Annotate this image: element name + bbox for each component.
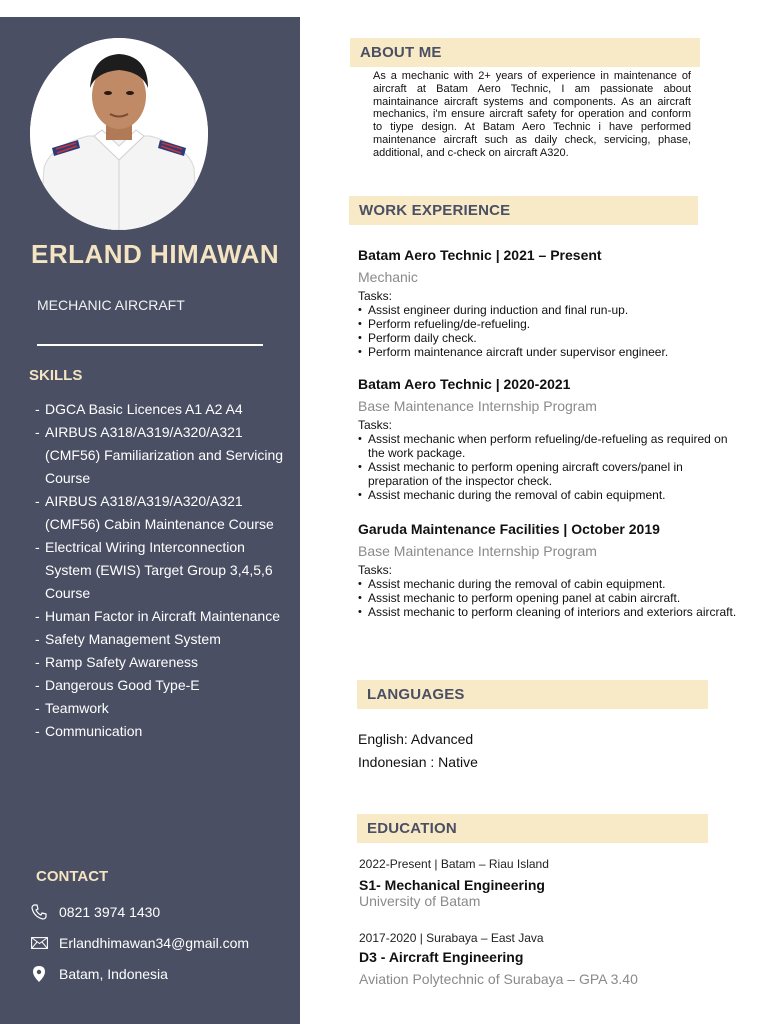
task-item: • Assist mechanic when perform refueling/de-refueling as required on the work package. bbox=[358, 432, 743, 460]
task-item: • Perform daily check. bbox=[358, 331, 743, 345]
email-address[interactable]: Erlandhimawan34@gmail.com bbox=[59, 935, 250, 951]
skill-item: - Ramp Safety Awareness bbox=[35, 651, 285, 674]
sidebar-divider bbox=[37, 344, 263, 346]
job-title: Batam Aero Technic | 2020-2021 bbox=[358, 376, 571, 392]
contact-heading: CONTACT bbox=[36, 868, 109, 885]
skill-item: - AIRBUS A318/A319/A320/A321 (CMF56) Familiarization and Servicing Course bbox=[35, 421, 285, 490]
education-period: 2017-2020 | Surabaya – East Java bbox=[359, 931, 544, 945]
task-item: • Perform refueling/de-refueling. bbox=[358, 317, 743, 331]
task-item: • Assist mechanic during the removal of cabin equipment. bbox=[358, 488, 743, 502]
tasks-label: Tasks: bbox=[358, 418, 393, 432]
language-item: Indonesian : Native bbox=[358, 754, 478, 770]
task-item: • Assist mechanic to perform opening aircraft covers/panel in preparation of the inspector check. bbox=[358, 460, 743, 488]
languages-heading: LANGUAGES bbox=[357, 680, 708, 709]
education-degree: S1- Mechanical Engineering bbox=[359, 877, 545, 893]
education-period: 2022-Present | Batam – Riau Island bbox=[359, 857, 549, 871]
tasks-label: Tasks: bbox=[358, 563, 393, 577]
mail-icon bbox=[30, 935, 48, 951]
task-item: • Assist mechanic to perform cleaning of interiors and exteriors aircraft. bbox=[358, 605, 743, 619]
task-list bbox=[358, 577, 743, 619]
education-degree: D3 - Aircraft Engineering bbox=[359, 949, 524, 965]
skill-item: - AIRBUS A318/A319/A320/A321 (CMF56) Cabin Maintenance Course bbox=[35, 490, 285, 536]
skills-list bbox=[35, 398, 285, 743]
task-item: • Assist mechanic during the removal of cabin equipment. bbox=[358, 577, 743, 591]
skill-item: - DGCA Basic Licences A1 A2 A4 bbox=[35, 398, 285, 421]
education-school: Aviation Polytechnic of Surabaya – GPA 3.40 bbox=[359, 971, 638, 987]
work-heading: WORK EXPERIENCE bbox=[349, 196, 698, 225]
job-role: Base Maintenance Internship Program bbox=[358, 543, 597, 559]
skill-item: - Teamwork bbox=[35, 697, 285, 720]
skill-item: - Safety Management System bbox=[35, 628, 285, 651]
location-pin-icon bbox=[30, 966, 48, 982]
candidate-title: MECHANIC AIRCRAFT bbox=[37, 297, 185, 313]
about-heading: ABOUT ME bbox=[350, 38, 700, 67]
contact-location bbox=[30, 966, 168, 982]
profile-photo bbox=[30, 38, 208, 230]
task-item: • Assist mechanic to perform opening panel at cabin aircraft. bbox=[358, 591, 743, 605]
phone-number: 0821 3974 1430 bbox=[59, 904, 161, 920]
contact-phone bbox=[30, 904, 160, 920]
job-role: Base Maintenance Internship Program bbox=[358, 398, 597, 414]
tasks-label: Tasks: bbox=[358, 289, 393, 303]
task-item: • Assist engineer during induction and final run-up. bbox=[358, 303, 743, 317]
phone-icon bbox=[30, 904, 48, 920]
location-text: Batam, Indonesia bbox=[59, 966, 168, 982]
skills-heading: SKILLS bbox=[29, 367, 83, 384]
job-title: Batam Aero Technic | 2021 – Present bbox=[358, 247, 602, 263]
job-role: Mechanic bbox=[358, 269, 418, 285]
task-list bbox=[358, 303, 743, 359]
task-list bbox=[358, 432, 743, 502]
job-entry bbox=[358, 376, 743, 502]
contact-email bbox=[30, 935, 249, 951]
skill-item: - Dangerous Good Type-E bbox=[35, 674, 285, 697]
job-entry bbox=[358, 247, 743, 359]
candidate-name: ERLAND HIMAWAN bbox=[31, 239, 280, 269]
skill-item: - Electrical Wiring Interconnection System (EWIS) Target Group 3,4,5,6 Course bbox=[35, 536, 285, 605]
about-text: As a mechanic with 2+ years of experience in maintenance of aircraft at Batam Aero Technic, I am passionate about maintainance aircraft systems and components. As an aircraft mechanics, i'm ensure aircraft safety for operation and conform to tiype design. At Batam Aero Technic i have performed maintenance aircraft such as daily check, servicing, phase, additional, and c-check on aircraft A320. bbox=[373, 70, 691, 159]
skill-item: - Human Factor in Aircraft Maintenance bbox=[35, 605, 285, 628]
task-item: • Perform maintenance aircraft under supervisor engineer. bbox=[358, 345, 743, 359]
education-school: University of Batam bbox=[359, 893, 481, 909]
language-item: English: Advanced bbox=[358, 731, 474, 747]
job-entry bbox=[358, 521, 743, 619]
education-heading: EDUCATION bbox=[357, 814, 708, 843]
job-title: Garuda Maintenance Facilities | October 2019 bbox=[358, 521, 660, 537]
skill-item: - Communication bbox=[35, 720, 285, 743]
